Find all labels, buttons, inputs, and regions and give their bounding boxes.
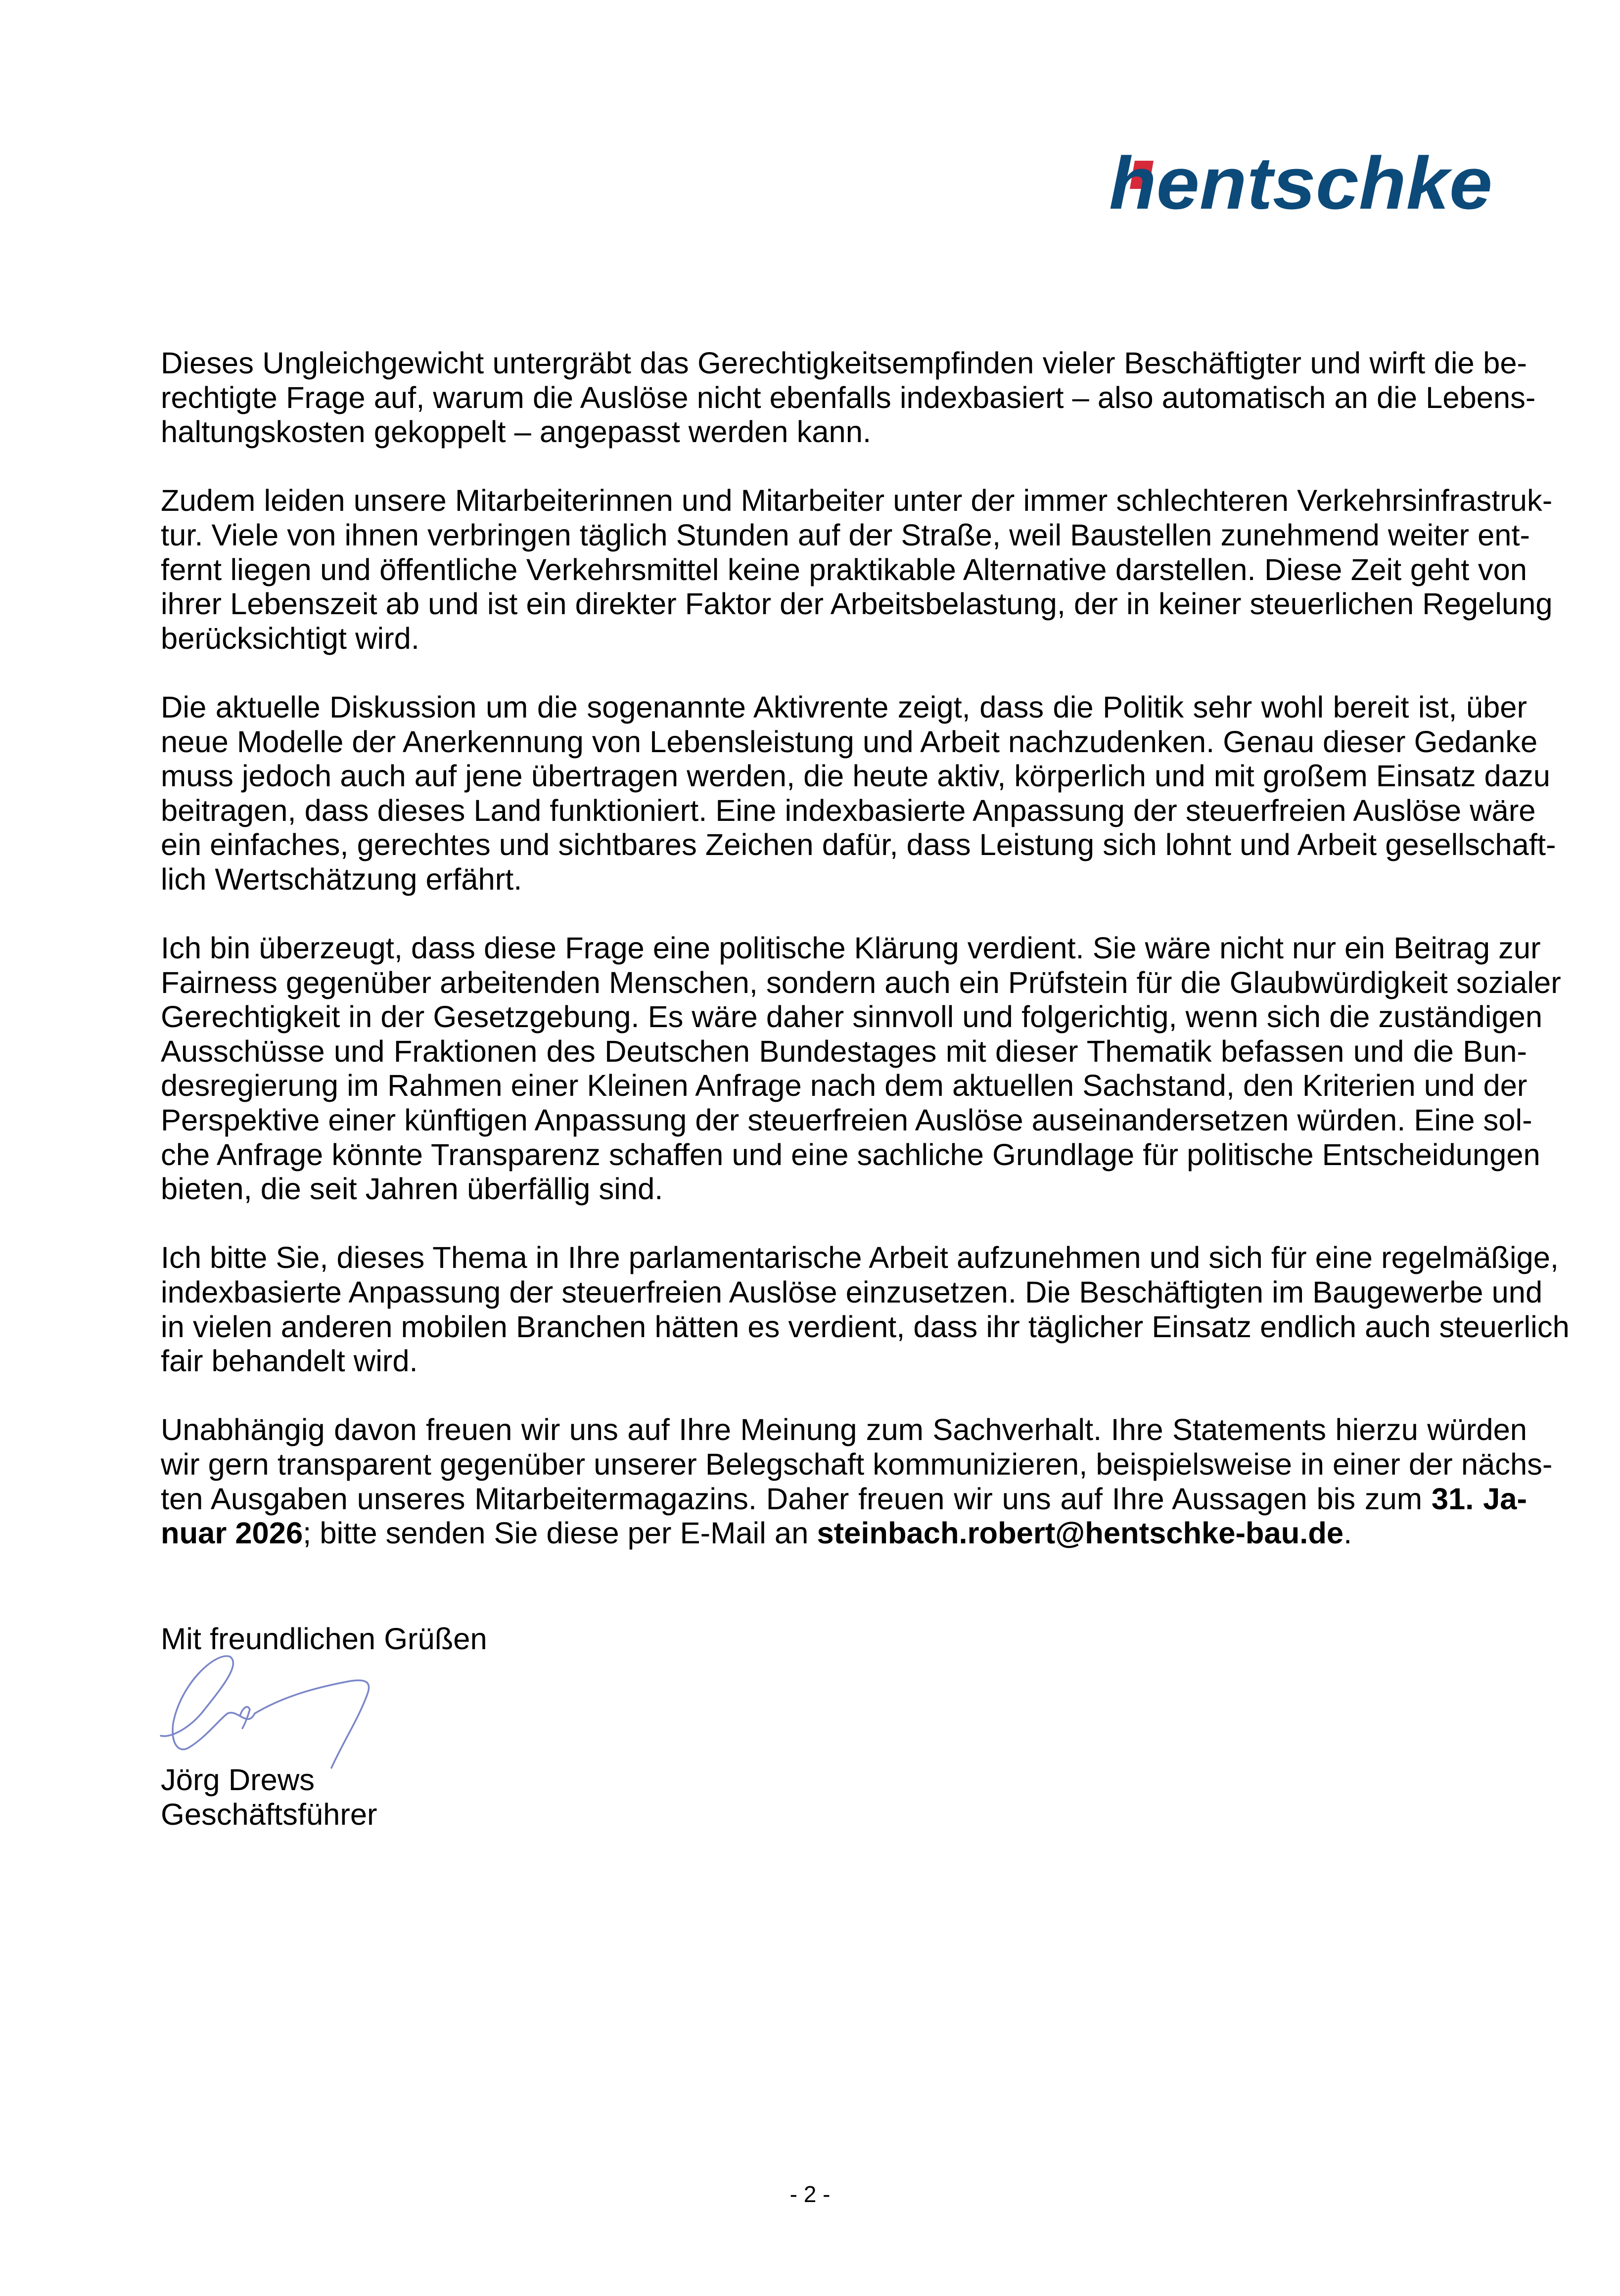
text-line: neue Modelle der Anerkennung von Lebensleistung und Arbeit nachzudenken. Genau dieser Gedanke: [161, 724, 1538, 759]
text-line: rechtigte Frage auf, warum die Auslöse nicht ebenfalls indexbasiert – also automatisch an die Lebens-: [161, 380, 1536, 415]
page-number: - 2 -: [789, 2181, 831, 2207]
text-line: berücksichtigt wird.: [161, 621, 419, 656]
hentschke-logo: [1108, 148, 1504, 223]
text-line: bieten, die seit Jahren überfällig sind.: [161, 1172, 663, 1207]
text-line: beitragen, dass dieses Land funktioniert. Eine indexbasierte Anpassung der steuerfreien Auslöse wäre: [161, 793, 1536, 828]
text-line: Gerechtigkeit in der Gesetzgebung. Es wäre daher sinnvoll und folgerichtig, wenn sich die zuständigen: [161, 1000, 1543, 1035]
signer-name: Jörg Drews: [161, 1763, 315, 1797]
text-line: che Anfrage könnte Transparenz schaffen und eine sachliche Grundlage für politische Entscheidungen: [161, 1137, 1540, 1172]
paragraph-5: [161, 1241, 1570, 1379]
text-line: Perspektive einer künftigen Anpassung der steuerfreien Auslöse auseinandersetzen würden. Eine sol-: [161, 1103, 1532, 1138]
text-line: [161, 1516, 1527, 1551]
logo-icon: [1108, 148, 1504, 223]
paragraph-1: [161, 346, 1536, 450]
text-line: lich Wertschätzung erfährt.: [161, 862, 522, 897]
contact-email: steinbach.robert@hentschke-bau.de: [817, 1516, 1344, 1551]
text-line: Ich bin überzeugt, dass diese Frage eine politische Klärung verdient. Sie wäre nicht nur ein Beitrag zur: [161, 931, 1541, 966]
text-line: wir gern transparent gegenüber unserer Belegschaft kommunizieren, beispielsweise in einer der nächs-: [161, 1447, 1553, 1482]
deadline-date-continued: nuar 2026: [161, 1516, 303, 1551]
text-line: Zudem leiden unsere Mitarbeiterinnen und Mitarbeiter unter der immer schlechteren Verkehrsinfrastruk-: [161, 484, 1553, 518]
text-line: haltungskosten gekoppelt – angepasst werden kann.: [161, 415, 872, 450]
signature-stroke: [161, 1656, 369, 1768]
handwritten-signature-icon: [151, 1654, 408, 1773]
text-line: Die aktuelle Diskussion um die sogenannte Aktivrente zeigt, dass die Politik sehr wohl bereit ist, über: [161, 690, 1527, 724]
text-line: Dieses Ungleichgewicht untergräbt das Gerechtigkeitsempfinden vieler Beschäftigter und wirft die be-: [161, 346, 1527, 380]
text-line: Ausschüsse und Fraktionen des Deutschen Bundestages mit dieser Thematik befassen und die Bun-: [161, 1034, 1527, 1069]
signer-block: [161, 1763, 377, 1832]
text-line: Fairness gegenüber arbeitenden Menschen, sondern auch ein Prüfstein für die Glaubwürdigkeit sozialer: [161, 965, 1561, 1000]
paragraph-2: [161, 484, 1553, 656]
logo-wordmark: hentschke: [1109, 148, 1492, 223]
text-line: ihrer Lebenszeit ab und ist ein direkter Faktor der Arbeitsbelastung, der in keiner steuerlichen Regelung: [161, 587, 1553, 622]
text-line: Unabhängig davon freuen wir uns auf Ihre Meinung zum Sachverhalt. Ihre Statements hierzu würden: [161, 1413, 1527, 1447]
paragraph-4: [161, 931, 1561, 1207]
text-line: fernt liegen und öffentliche Verkehrsmittel keine praktikable Alternative darstellen. Diese Zeit geht von: [161, 552, 1527, 587]
text-line: tur. Viele von ihnen verbringen täglich Stunden auf der Straße, weil Baustellen zunehmend weiter ent-: [161, 518, 1530, 552]
paragraph-3: [161, 690, 1556, 897]
text-segment: ; bitte senden Sie diese per E-Mail an: [303, 1516, 817, 1551]
text-line: desregierung im Rahmen einer Kleinen Anfrage nach dem aktuellen Sachstand, den Kriterien und der: [161, 1069, 1527, 1103]
text-line: [161, 1482, 1527, 1517]
paragraph-6: [161, 1413, 1553, 1551]
text-line: fair behandelt wird.: [161, 1344, 418, 1379]
text-line: Ich bitte Sie, dieses Thema in Ihre parlamentarische Arbeit aufzunehmen und sich für eine regelmäßige,: [161, 1241, 1559, 1275]
letter-body: [161, 346, 1570, 1585]
text-line: indexbasierte Anpassung der steuerfreien Auslöse einzusetzen. Die Beschäftigten im Baugewerbe und: [161, 1275, 1543, 1310]
closing-salutation: Mit freundlichen Grüßen: [161, 1622, 487, 1656]
text-segment: ten Ausgaben unseres Mitarbeitermagazins. Daher freuen wir uns auf Ihre Aussagen bis zum: [161, 1482, 1432, 1516]
text-line: ein einfaches, gerechtes und sichtbares Zeichen dafür, dass Leistung sich lohnt und Arbeit gesellschaft-: [161, 828, 1556, 862]
text-segment: .: [1343, 1516, 1352, 1551]
text-line: muss jedoch auch auf jene übertragen werden, die heute aktiv, körperlich und mit großem Einsatz dazu: [161, 759, 1550, 794]
signer-title: Geschäftsführer: [161, 1797, 377, 1832]
deadline-date: 31. Ja-: [1431, 1482, 1527, 1516]
text-line: in vielen anderen mobilen Branchen hätten es verdient, dass ihr täglicher Einsatz endlich auch steuerlich: [161, 1309, 1570, 1344]
